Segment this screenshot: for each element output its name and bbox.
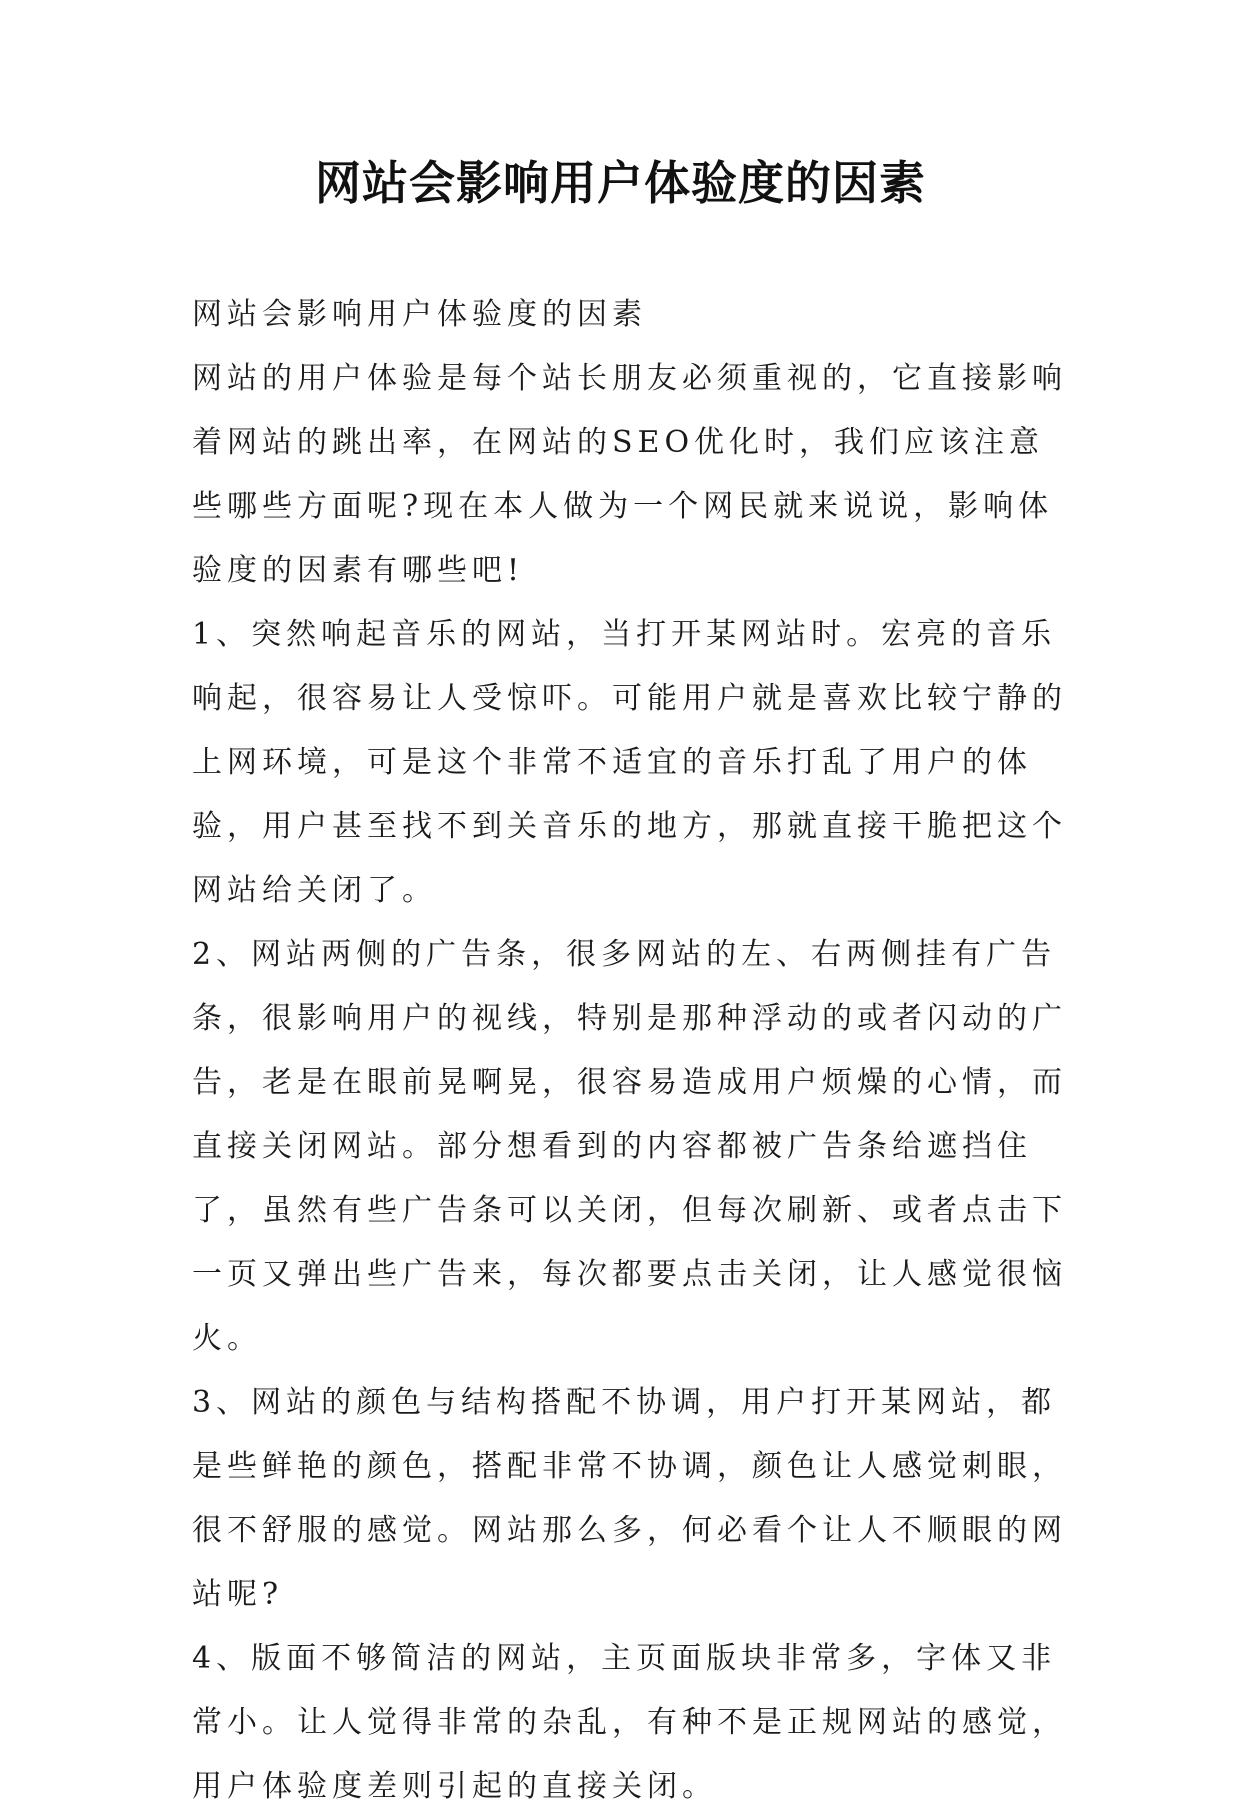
body-paragraph-intro: 网站的用户体验是每个站长朋友必须重视的，它直接影响着网站的跳出率，在网站的SEO优化时，我们应该注意些哪些方面呢?现在本人做为一个网民就来说说，影响体验度的因素有哪些吧! (192, 361, 1067, 588)
body-paragraph-item-4: 4、版面不够简洁的网站，主页面版块非常多，字体又非常小。让人觉得非常的杂乱，有种不是正规网站的感觉，用户体验度差则引起的直接关闭。 (192, 1641, 1067, 1804)
body-paragraph-item-2: 2、网站两侧的广告条，很多网站的左、右两侧挂有广告条，很影响用户的视线，特别是那种浮动的或者闪动的广告，老是在眼前晃啊晃，很容易造成用户烦燥的心情，而直接关闭网站。部分想看到的内容都被广告条给遮挡住了，虽然有些广告条可以关闭，但每次刷新、或者点击下一页又弹出些广告来，每次都要点击关闭，让人感觉很恼火。 (192, 937, 1067, 1356)
body-paragraph-item-3: 3、网站的颜色与结构搭配不协调，用户打开某网站，都是些鲜艳的颜色，搭配非常不协调，颜色让人感觉刺眼，很不舒服的感觉。网站那么多，何必看个让人不顺眼的网站呢? (192, 1385, 1067, 1612)
document-title: 网站会影响用户体验度的因素 (315, 156, 926, 210)
body-paragraph-subtitle: 网站会影响用户体验度的因素 (192, 297, 647, 332)
body-paragraph-item-1: 1、突然响起音乐的网站，当打开某网站时。宏亮的音乐响起，很容易让人受惊吓。可能用户就是喜欢比较宁静的上网环境，可是这个非常不适宜的音乐打乱了用户的体验，用户甚至找不到关音乐的地方，那就直接干脆把这个网站给关闭了。 (192, 617, 1067, 908)
document-body (192, 283, 1070, 1819)
